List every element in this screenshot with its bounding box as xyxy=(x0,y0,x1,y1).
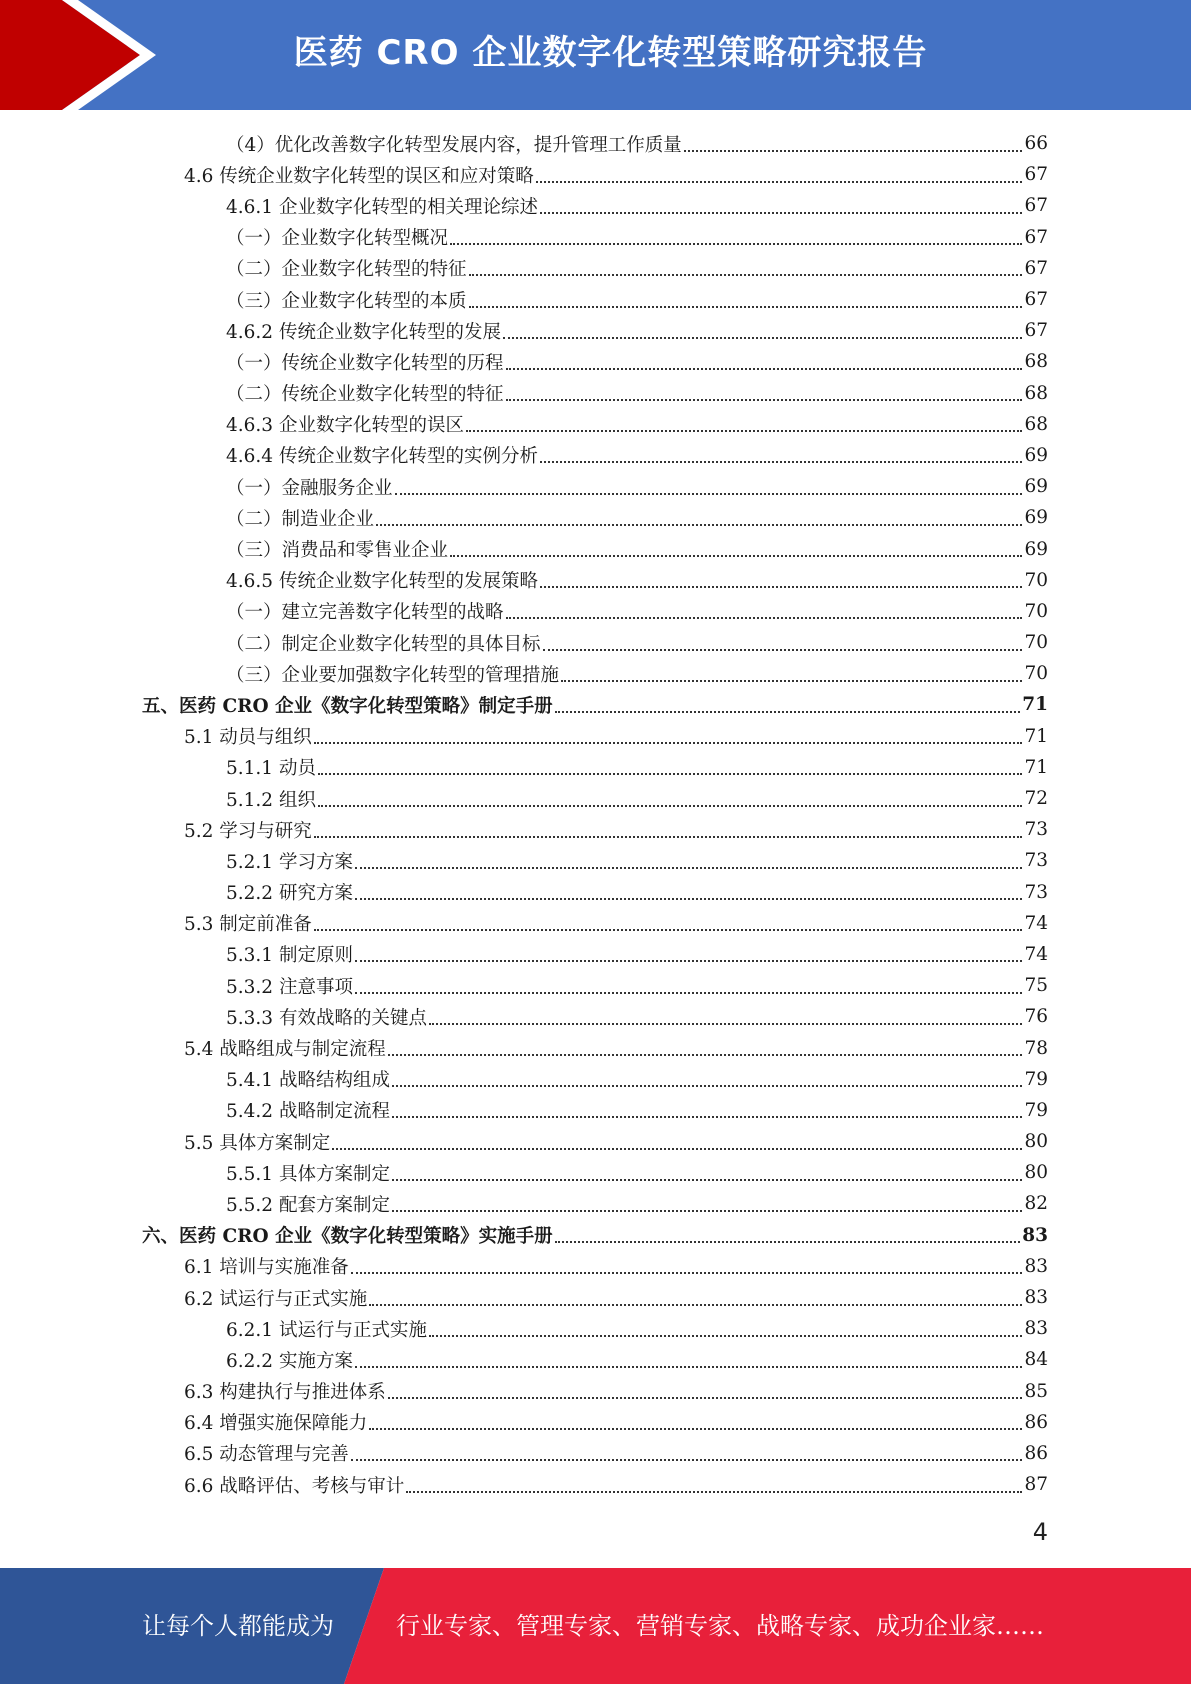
toc-entry[interactable] xyxy=(0,1220,1191,1251)
toc-entry[interactable] xyxy=(0,721,1191,752)
toc-dot-leader xyxy=(355,992,1023,994)
toc-dot-leader xyxy=(503,337,1022,339)
toc-entry[interactable] xyxy=(0,908,1191,939)
toc-entry-label: 6.2.2 实施方案 xyxy=(226,1350,353,1372)
toc-dot-leader xyxy=(355,1366,1023,1368)
toc-entry[interactable] xyxy=(0,658,1191,689)
toc-entry[interactable] xyxy=(0,845,1191,876)
toc-entry[interactable] xyxy=(0,752,1191,783)
toc-entry[interactable] xyxy=(0,1064,1191,1095)
toc-dot-leader xyxy=(318,773,1023,775)
footer-slogan-left: 让每个人都能成为 xyxy=(142,1612,334,1640)
toc-entry-label: 5.2.1 学习方案 xyxy=(226,851,353,873)
toc-entry[interactable] xyxy=(0,1469,1191,1500)
toc-entry-label: 6.5 动态管理与完善 xyxy=(184,1444,349,1466)
toc-entry[interactable] xyxy=(0,1282,1191,1313)
toc-dot-leader xyxy=(469,306,1023,308)
toc-entry-page: 83 xyxy=(1022,1224,1048,1246)
toc-entry[interactable] xyxy=(0,627,1191,658)
toc-dot-leader xyxy=(506,617,1023,619)
toc-entry-page: 68 xyxy=(1024,351,1048,373)
toc-entry-label: （三）企业数字化转型的本质 xyxy=(226,290,467,312)
toc-dot-leader xyxy=(369,1304,1022,1306)
toc-dot-leader xyxy=(318,805,1023,807)
toc-dot-leader xyxy=(369,1428,1022,1430)
toc-entry-page: 87 xyxy=(1024,1474,1048,1496)
toc-dot-leader xyxy=(684,150,1023,152)
toc-entry-label: （一）金融服务企业 xyxy=(226,477,393,499)
toc-dot-leader xyxy=(388,1397,1023,1399)
toc-dot-leader xyxy=(450,243,1022,245)
page-footer xyxy=(0,1568,1191,1684)
toc-entry-label: 5.3.2 注意事项 xyxy=(226,976,353,998)
toc-dot-leader xyxy=(355,960,1023,962)
toc-entry-page: 73 xyxy=(1024,850,1048,872)
page-number: 4 xyxy=(1032,1518,1048,1546)
toc-entry[interactable] xyxy=(0,190,1191,221)
toc-entry-label: 6.1 培训与实施准备 xyxy=(184,1257,349,1279)
toc-entry[interactable] xyxy=(0,1001,1191,1032)
toc-dot-leader xyxy=(392,1085,1022,1087)
toc-dot-leader xyxy=(351,1459,1023,1461)
toc-dot-leader xyxy=(314,929,1023,931)
toc-entry[interactable] xyxy=(0,565,1191,596)
toc-entry-label: （4）优化改善数字化转型发展内容，提升管理工作质量 xyxy=(226,134,682,156)
toc-entry[interactable] xyxy=(0,128,1191,159)
toc-entry-label: （二）传统企业数字化转型的特征 xyxy=(226,384,504,406)
toc-entry-page: 79 xyxy=(1024,1068,1048,1090)
toc-entry[interactable] xyxy=(0,1376,1191,1407)
toc-entry[interactable] xyxy=(0,315,1191,346)
toc-entry[interactable] xyxy=(0,159,1191,190)
toc-dot-leader xyxy=(540,461,1022,463)
toc-entry[interactable] xyxy=(0,346,1191,377)
toc-entry-label: 5.1 动员与组织 xyxy=(184,727,312,749)
toc-entry-page: 66 xyxy=(1024,133,1048,155)
toc-entry-label: 5.2.2 研究方案 xyxy=(226,883,353,905)
toc-dot-leader xyxy=(351,1272,1023,1274)
toc-entry[interactable] xyxy=(0,253,1191,284)
toc-entry-label: 5.4 战略组成与制定流程 xyxy=(184,1039,386,1061)
toc-entry-page: 82 xyxy=(1024,1193,1048,1215)
toc-dot-leader xyxy=(395,493,1023,495)
toc-entry-label: 5.1.1 动员 xyxy=(226,758,316,780)
toc-entry-label: 4.6.4 传统企业数字化转型的实例分析 xyxy=(226,446,538,468)
toc-dot-leader xyxy=(555,1241,1021,1243)
toc-entry-page: 69 xyxy=(1024,444,1048,466)
toc-dot-leader xyxy=(506,368,1023,370)
toc-dot-leader xyxy=(466,430,1022,432)
toc-dot-leader xyxy=(392,1179,1022,1181)
toc-entry-label: 5.3.3 有效战略的关键点 xyxy=(226,1007,427,1029)
toc-entry-page: 73 xyxy=(1024,881,1048,903)
toc-entry-page: 67 xyxy=(1024,195,1048,217)
toc-entry-page: 80 xyxy=(1024,1131,1048,1153)
toc-entry-page: 72 xyxy=(1024,788,1048,810)
toc-dot-leader xyxy=(555,711,1021,713)
toc-entry[interactable] xyxy=(0,284,1191,315)
toc-entry[interactable] xyxy=(0,222,1191,253)
toc-entry[interactable] xyxy=(0,1126,1191,1157)
toc-entry[interactable] xyxy=(0,1095,1191,1126)
toc-dot-leader xyxy=(314,742,1023,744)
toc-entry-label: （一）企业数字化转型概况 xyxy=(226,228,449,250)
toc-entry-page: 73 xyxy=(1024,819,1048,841)
toc-entry[interactable] xyxy=(0,533,1191,564)
toc-entry-label: 4.6.1 企业数字化转型的相关理论综述 xyxy=(226,196,538,218)
page-header xyxy=(0,0,1191,110)
toc-dot-leader xyxy=(332,1148,1022,1150)
toc-dot-leader xyxy=(540,586,1022,588)
toc-entry-page: 86 xyxy=(1024,1442,1048,1464)
toc-entry-label: 4.6.2 传统企业数字化转型的发展 xyxy=(226,321,501,343)
toc-entry-page: 76 xyxy=(1024,1006,1048,1028)
toc-entry-label: 六、医药 CRO 企业《数字化转型策略》实施手册 xyxy=(142,1226,553,1248)
toc-entry-page: 69 xyxy=(1024,476,1048,498)
toc-entry-page: 70 xyxy=(1024,569,1048,591)
toc-entry[interactable] xyxy=(0,814,1191,845)
toc-dot-leader xyxy=(543,649,1023,651)
toc-entry-page: 67 xyxy=(1024,226,1048,248)
toc-entry[interactable] xyxy=(0,1438,1191,1469)
toc-entry-page: 70 xyxy=(1024,600,1048,622)
toc-entry-page: 69 xyxy=(1024,538,1048,560)
table-of-contents xyxy=(0,128,1191,1500)
toc-entry-label: 5.2 学习与研究 xyxy=(184,820,312,842)
toc-entry-page: 71 xyxy=(1024,756,1048,778)
toc-entry[interactable] xyxy=(0,1188,1191,1219)
toc-entry-page: 86 xyxy=(1024,1411,1048,1433)
toc-entry[interactable] xyxy=(0,596,1191,627)
toc-dot-leader xyxy=(355,867,1023,869)
toc-entry[interactable] xyxy=(0,783,1191,814)
toc-entry-label: 5.4.1 战略结构组成 xyxy=(226,1070,390,1092)
toc-entry[interactable] xyxy=(0,1251,1191,1282)
toc-entry-label: 4.6 传统企业数字化转型的误区和应对策略 xyxy=(184,165,534,187)
toc-entry-page: 67 xyxy=(1024,164,1048,186)
toc-entry-label: （一）传统企业数字化转型的历程 xyxy=(226,352,504,374)
toc-entry[interactable] xyxy=(0,1344,1191,1375)
toc-entry-page: 83 xyxy=(1024,1287,1048,1309)
toc-dot-leader xyxy=(450,555,1022,557)
toc-entry-page: 83 xyxy=(1024,1318,1048,1340)
toc-entry-page: 71 xyxy=(1022,694,1048,716)
toc-dot-leader xyxy=(469,274,1023,276)
toc-entry-page: 67 xyxy=(1024,257,1048,279)
toc-entry-label: 6.2.1 试运行与正式实施 xyxy=(226,1319,427,1341)
toc-entry-page: 68 xyxy=(1024,413,1048,435)
report-title: 医药 CRO 企业数字化转型策略研究报告 xyxy=(293,33,928,73)
toc-entry[interactable] xyxy=(0,1032,1191,1063)
toc-entry[interactable] xyxy=(0,939,1191,970)
toc-entry-page: 70 xyxy=(1024,663,1048,685)
toc-entry-page: 84 xyxy=(1024,1349,1048,1371)
toc-dot-leader xyxy=(406,1491,1022,1493)
toc-entry-page: 69 xyxy=(1024,507,1048,529)
toc-entry-label: 5.3 制定前准备 xyxy=(184,914,312,936)
toc-entry-label: （三）企业要加强数字化转型的管理措施 xyxy=(226,664,560,686)
toc-entry[interactable] xyxy=(0,970,1191,1001)
toc-entry-page: 85 xyxy=(1024,1380,1048,1402)
toc-dot-leader xyxy=(392,1210,1022,1212)
toc-dot-leader xyxy=(536,181,1023,183)
toc-entry-page: 75 xyxy=(1024,975,1048,997)
toc-entry[interactable] xyxy=(0,409,1191,440)
toc-entry-label: 4.6.3 企业数字化转型的误区 xyxy=(226,415,464,437)
toc-entry[interactable] xyxy=(0,877,1191,908)
toc-dot-leader xyxy=(388,1054,1023,1056)
toc-entry[interactable] xyxy=(0,1157,1191,1188)
toc-dot-leader xyxy=(540,212,1022,214)
toc-entry-label: （二）企业数字化转型的特征 xyxy=(226,259,467,281)
toc-entry-label: 6.3 构建执行与推进体系 xyxy=(184,1382,386,1404)
toc-dot-leader xyxy=(429,1335,1022,1337)
toc-entry[interactable] xyxy=(0,471,1191,502)
toc-entry-label: 五、医药 CRO 企业《数字化转型策略》制定手册 xyxy=(142,695,553,717)
toc-entry-label: 5.5 具体方案制定 xyxy=(184,1132,331,1154)
toc-entry-label: 5.4.2 战略制定流程 xyxy=(226,1101,390,1123)
toc-dot-leader xyxy=(429,1023,1022,1025)
toc-dot-leader xyxy=(561,680,1022,682)
toc-entry[interactable] xyxy=(0,440,1191,471)
toc-entry[interactable] xyxy=(0,502,1191,533)
toc-entry-page: 80 xyxy=(1024,1162,1048,1184)
toc-entry[interactable] xyxy=(0,689,1191,720)
toc-entry-label: （二）制造业企业 xyxy=(226,508,375,530)
toc-entry-page: 74 xyxy=(1024,912,1048,934)
toc-entry-label: 5.3.1 制定原则 xyxy=(226,945,353,967)
toc-entry-label: 5.5.1 具体方案制定 xyxy=(226,1163,390,1185)
toc-entry-label: （一）建立完善数字化转型的战略 xyxy=(226,602,504,624)
toc-entry-label: 6.4 增强实施保障能力 xyxy=(184,1413,368,1435)
toc-entry-label: 6.6 战略评估、考核与审计 xyxy=(184,1475,405,1497)
toc-entry-label: （二）制定企业数字化转型的具体目标 xyxy=(226,633,541,655)
toc-entry-page: 79 xyxy=(1024,1099,1048,1121)
toc-dot-leader xyxy=(506,399,1023,401)
toc-entry-label: 4.6.5 传统企业数字化转型的发展策略 xyxy=(226,571,538,593)
toc-entry-page: 71 xyxy=(1024,725,1048,747)
toc-entry-page: 67 xyxy=(1024,320,1048,342)
toc-entry-page: 78 xyxy=(1024,1037,1048,1059)
toc-entry[interactable] xyxy=(0,378,1191,409)
toc-entry[interactable] xyxy=(0,1407,1191,1438)
toc-entry-label: （三）消费品和零售业企业 xyxy=(226,540,449,562)
toc-entry-page: 83 xyxy=(1024,1255,1048,1277)
toc-entry-label: 5.5.2 配套方案制定 xyxy=(226,1194,390,1216)
toc-dot-leader xyxy=(376,524,1022,526)
toc-entry-page: 68 xyxy=(1024,382,1048,404)
toc-entry[interactable] xyxy=(0,1313,1191,1344)
toc-dot-leader xyxy=(392,1116,1022,1118)
toc-entry-page: 70 xyxy=(1024,632,1048,654)
toc-entry-label: 6.2 试运行与正式实施 xyxy=(184,1288,368,1310)
toc-dot-leader xyxy=(314,836,1023,838)
toc-dot-leader xyxy=(355,898,1023,900)
toc-entry-page: 74 xyxy=(1024,943,1048,965)
toc-entry-label: 5.1.2 组织 xyxy=(226,789,316,811)
footer-slogan-right: 行业专家、管理专家、营销专家、战略专家、成功企业家…… xyxy=(396,1612,1044,1640)
toc-entry-page: 67 xyxy=(1024,289,1048,311)
